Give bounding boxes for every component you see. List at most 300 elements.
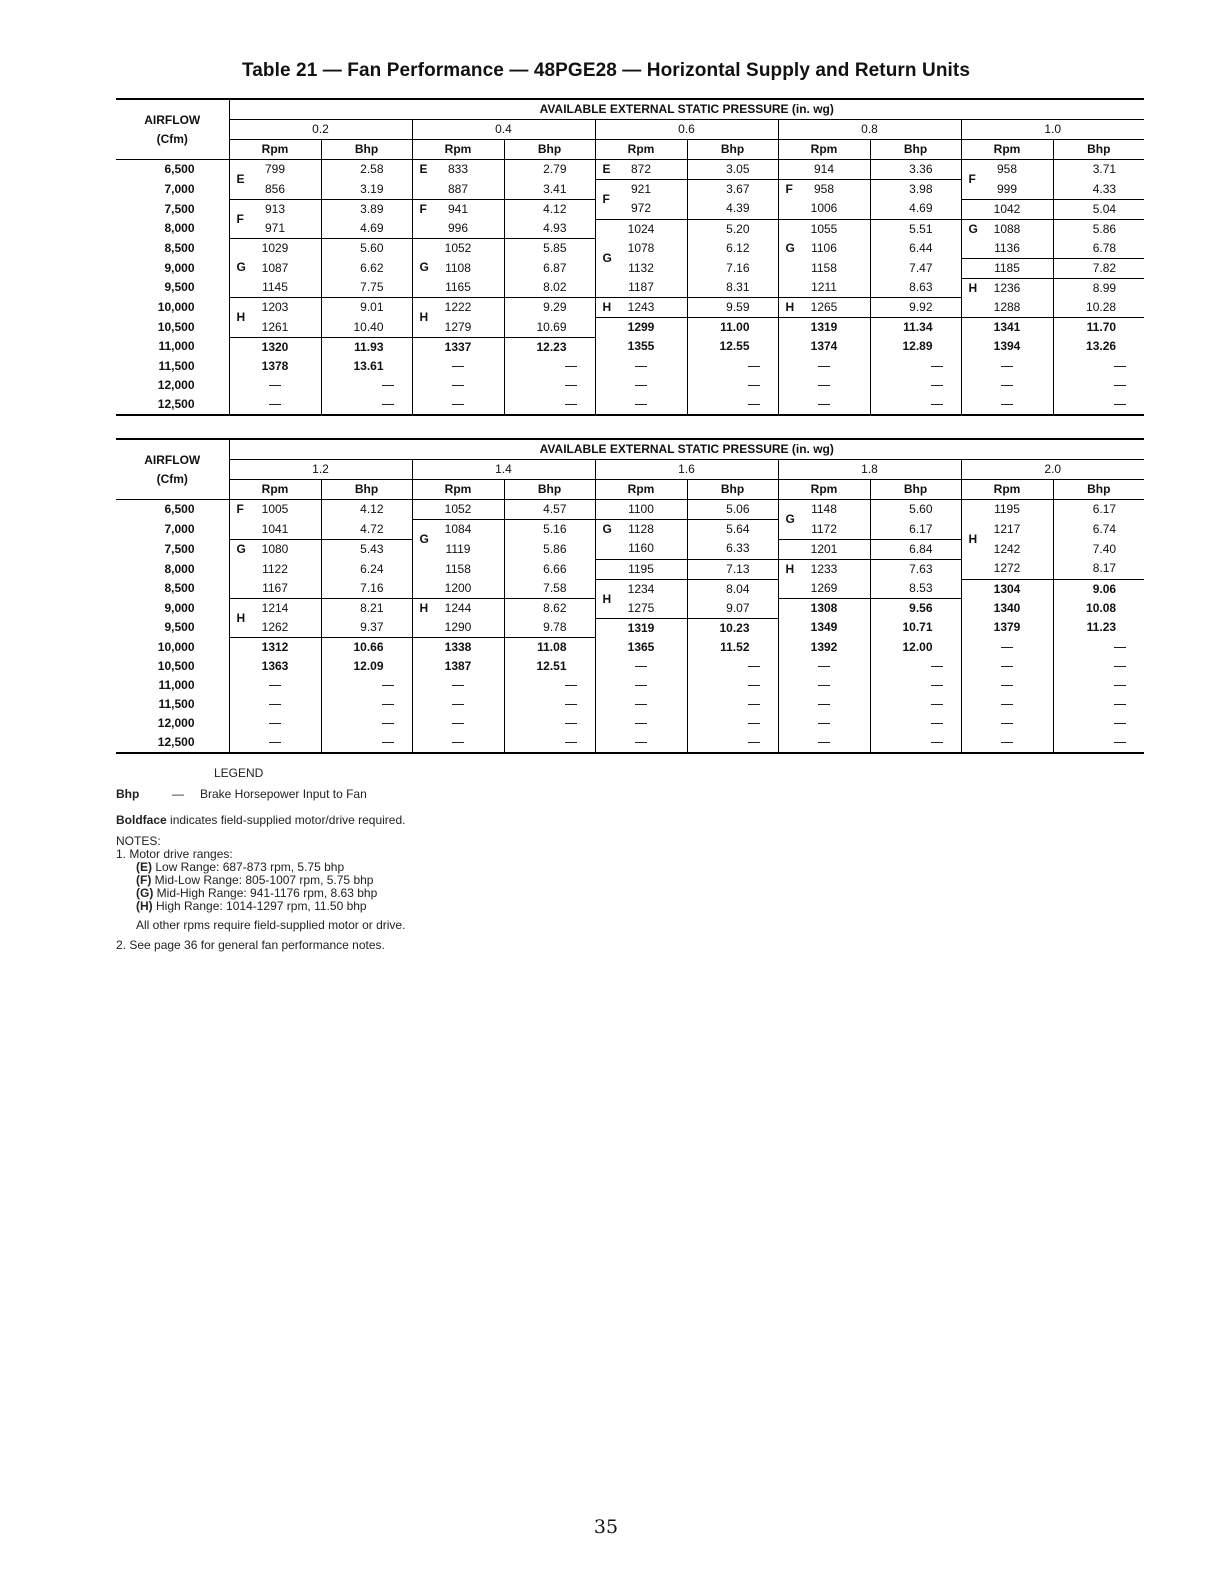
bhp-cell: 11.00: [687, 318, 778, 338]
bhp-cell: [687, 357, 778, 376]
drive-range-letter: H: [602, 300, 612, 314]
rpm-cell: [961, 657, 1053, 676]
bhp-cell: 9.06: [1053, 579, 1144, 599]
bhp-cell: 12.23: [504, 337, 595, 357]
rpm-header: Rpm: [412, 140, 504, 160]
bhp-cell: 3.19: [321, 180, 412, 200]
bhp-cell: 3.71: [1053, 160, 1144, 180]
pressure-header: 1.2: [229, 460, 412, 480]
rpm-cell: 921 F: [595, 180, 687, 200]
rpm-cell: 1165: [412, 278, 504, 298]
drive-range-letter: F: [419, 201, 427, 216]
bhp-cell: [870, 695, 961, 714]
legend-value: Brake Horsepower Input to Fan: [200, 787, 367, 801]
rpm-cell: 1203 H: [229, 298, 321, 318]
range-e: (E) Low Range: 687-873 rpm, 5.75 bhp: [136, 860, 345, 874]
empty-dash: [1001, 723, 1013, 724]
notes-heading: NOTES:: [116, 834, 161, 848]
airflow-cell: 7,000: [164, 521, 195, 536]
drive-range-letter: G: [785, 512, 795, 526]
empty-dash: [818, 404, 830, 405]
rpm-cell: 1167: [229, 579, 321, 599]
rpm-cell: 1337: [412, 337, 504, 357]
bhp-cell: 10.40: [321, 318, 412, 338]
empty-dash: [565, 404, 577, 405]
bhp-cell: [504, 357, 595, 376]
rpm-cell: 833 E: [412, 160, 504, 180]
empty-dash: [269, 385, 281, 386]
rpm-cell: 1349: [778, 618, 870, 638]
rpm-cell: [229, 376, 321, 395]
empty-dash: [382, 385, 394, 386]
empty-dash: [1001, 666, 1013, 667]
drive-range-letter: H: [968, 531, 978, 546]
rpm-header: Rpm: [229, 140, 321, 160]
table-row: [116, 357, 1144, 376]
drive-range-letter: E: [602, 162, 611, 176]
bhp-cell: 6.87: [504, 258, 595, 278]
airflow-cell: 9,000: [164, 260, 195, 275]
empty-dash: [818, 385, 830, 386]
empty-dash: [635, 742, 647, 743]
drive-range-letter: G: [419, 260, 429, 274]
rpm-cell: 1084 G: [412, 520, 504, 540]
empty-dash: [635, 385, 647, 386]
empty-dash: [818, 723, 830, 724]
rpm-cell: 1217 H: [961, 520, 1053, 540]
rpm-cell: [229, 695, 321, 714]
drive-range-letter: F: [236, 211, 244, 226]
drive-range-letter: H: [968, 280, 978, 295]
rpm-cell: 1005 F: [229, 500, 321, 520]
rpm-cell: [961, 676, 1053, 695]
rpm-cell: [412, 676, 504, 695]
rpm-cell: 1172: [778, 520, 870, 540]
pressure-header: 0.6: [595, 120, 778, 140]
bhp-cell: 8.02: [504, 278, 595, 298]
bhp-cell: [687, 733, 778, 753]
empty-dash: [748, 723, 760, 724]
rpm-cell: 1119: [412, 539, 504, 559]
bhp-cell: 9.59: [687, 298, 778, 318]
bhp-cell: 3.36: [870, 160, 961, 180]
rpm-cell: 1304: [961, 579, 1053, 599]
bhp-cell: 8.63: [870, 278, 961, 298]
note-1: 1. Motor drive ranges:: [116, 847, 233, 861]
empty-dash: [1001, 647, 1013, 648]
drive-range-letter: H: [785, 300, 795, 314]
bhp-cell: 12.09: [321, 657, 412, 676]
rpm-cell: 1387: [412, 657, 504, 676]
table-row: [116, 733, 1144, 753]
pressure-header: 0.2: [229, 120, 412, 140]
pressure-header: 2.0: [961, 460, 1144, 480]
empty-dash: [382, 685, 394, 686]
bhp-cell: 4.69: [321, 219, 412, 239]
empty-dash: [452, 685, 464, 686]
empty-dash: [748, 685, 760, 686]
rpm-cell: 1275: [595, 599, 687, 619]
empty-dash: [269, 723, 281, 724]
rpm-cell: [229, 395, 321, 415]
bhp-header: Bhp: [1053, 140, 1144, 160]
boldface-note: Boldface indicates field-supplied motor/drive required.: [116, 813, 406, 827]
bhp-cell: 10.08: [1053, 599, 1144, 619]
airflow-cell: 7,500: [164, 541, 195, 556]
bhp-cell: 5.86: [1053, 219, 1144, 239]
bhp-cell: [687, 657, 778, 676]
page-title: Table 21 — Fan Performance — 48PGE28 — Horizontal Supply and Return Units: [241, 60, 971, 81]
rpm-header: Rpm: [778, 480, 870, 500]
rpm-cell: 1319: [778, 318, 870, 338]
airflow-header: AIRFLOW (Cfm): [116, 99, 229, 160]
rpm-cell: [778, 714, 870, 733]
bhp-cell: 8.99: [1053, 278, 1144, 298]
bhp-cell: 4.33: [1053, 180, 1144, 200]
bhp-cell: 11.70: [1053, 318, 1144, 338]
airflow-cell: 9,000: [164, 600, 195, 615]
bhp-cell: 6.74: [1053, 520, 1144, 540]
bhp-cell: [321, 376, 412, 395]
rpm-cell: [229, 714, 321, 733]
airflow-cell: 10,000: [157, 639, 195, 654]
table-row: [116, 395, 1144, 415]
rpm-header: Rpm: [229, 480, 321, 500]
rpm-cell: [412, 395, 504, 415]
range-g: (G) Mid-High Range: 941-1176 rpm, 8.63 bhp: [136, 886, 378, 900]
rpm-cell: 996: [412, 219, 504, 239]
rpm-header: Rpm: [595, 480, 687, 500]
empty-dash: [565, 685, 577, 686]
bhp-cell: 4.72: [321, 520, 412, 540]
empty-dash: [1114, 742, 1126, 743]
rpm-cell: 1055: [778, 219, 870, 239]
bhp-cell: 6.44: [870, 239, 961, 259]
bhp-cell: 8.62: [504, 599, 595, 619]
bhp-cell: [1053, 376, 1144, 395]
empty-dash: [931, 685, 943, 686]
rpm-cell: [412, 357, 504, 376]
range-f: (F) Mid-Low Range: 805-1007 rpm, 5.75 bhp: [136, 873, 374, 887]
empty-dash: [1114, 666, 1126, 667]
bhp-cell: 10.69: [504, 318, 595, 338]
bhp-cell: 7.16: [321, 579, 412, 599]
bhp-cell: 11.23: [1053, 618, 1144, 638]
bhp-cell: [687, 676, 778, 695]
rpm-cell: 1078 G: [595, 239, 687, 259]
rpm-cell: [595, 733, 687, 753]
table-row: [116, 318, 1144, 338]
bhp-cell: 9.37: [321, 618, 412, 638]
rpm-cell: 1052: [412, 500, 504, 520]
bhp-cell: [1053, 676, 1144, 695]
bhp-cell: 5.86: [504, 539, 595, 559]
rpm-cell: [961, 357, 1053, 376]
rpm-cell: 1136: [961, 239, 1053, 259]
rpm-cell: 958 F: [961, 160, 1053, 180]
rpm-cell: 1262: [229, 618, 321, 638]
airflow-cell: 10,500: [157, 659, 195, 673]
bhp-cell: 4.57: [504, 500, 595, 520]
rpm-cell: 1145: [229, 278, 321, 298]
bhp-cell: [870, 395, 961, 415]
table-row: [116, 239, 1144, 259]
bhp-cell: 2.79: [504, 160, 595, 180]
airflow-cell: 11,500: [158, 358, 195, 373]
legend-key: Bhp: [116, 787, 140, 801]
rpm-cell: [412, 733, 504, 753]
rpm-cell: [229, 733, 321, 753]
bhp-cell: 13.61: [321, 357, 412, 376]
empty-dash: [635, 685, 647, 686]
drive-range-letter: E: [419, 162, 428, 176]
pressure-header: 1.0: [961, 120, 1144, 140]
rpm-cell: 958 F: [778, 180, 870, 200]
drive-range-letter: F: [785, 182, 793, 196]
bhp-cell: 5.16: [504, 520, 595, 540]
airflow-cell: 9,500: [164, 620, 195, 635]
empty-dash: [748, 385, 760, 386]
bhp-cell: [504, 676, 595, 695]
rpm-header: Rpm: [778, 140, 870, 160]
rpm-cell: 999: [961, 180, 1053, 200]
table-row: [116, 337, 1144, 357]
bhp-cell: 2.58: [321, 160, 412, 180]
bhp-cell: 6.17: [1053, 500, 1144, 520]
bhp-cell: 5.20: [687, 219, 778, 239]
rpm-header: Rpm: [961, 140, 1053, 160]
bhp-cell: [321, 714, 412, 733]
table1-body: [116, 160, 1144, 415]
table-row: [116, 160, 1144, 180]
bhp-cell: 6.66: [504, 559, 595, 579]
airflow-cell: 8,000: [164, 221, 195, 236]
drive-range-letter: G: [236, 541, 246, 556]
table-row: [116, 618, 1144, 638]
rpm-cell: 1243 H: [595, 298, 687, 318]
bhp-cell: [687, 376, 778, 395]
bhp-cell: 4.39: [687, 199, 778, 219]
empty-dash: [818, 742, 830, 743]
rpm-cell: 1132: [595, 258, 687, 278]
bhp-cell: 7.82: [1053, 258, 1144, 278]
table-row: [116, 278, 1144, 298]
rpm-cell: 1187: [595, 278, 687, 298]
rpm-cell: 1272: [961, 559, 1053, 579]
static-pressure-header: AVAILABLE EXTERNAL STATIC PRESSURE (in. wg): [229, 99, 1144, 120]
table-row: [116, 520, 1144, 540]
empty-dash: [452, 404, 464, 405]
airflow-cell: 8,000: [164, 561, 195, 576]
table-row: [116, 559, 1144, 579]
drive-range-letter: F: [968, 172, 976, 186]
drive-range-letter: G: [785, 240, 795, 255]
rpm-cell: 872 E: [595, 160, 687, 180]
bhp-cell: 8.53: [870, 579, 961, 599]
table-row: [116, 579, 1144, 599]
empty-dash: [382, 704, 394, 705]
bhp-cell: [870, 357, 961, 376]
drive-range-letter: G: [602, 250, 612, 265]
rpm-cell: 1100: [595, 500, 687, 520]
rpm-cell: [961, 395, 1053, 415]
empty-dash: [748, 404, 760, 405]
bhp-cell: 10.28: [1053, 298, 1144, 318]
bhp-cell: 9.07: [687, 599, 778, 619]
airflow-cell: 11,500: [158, 697, 195, 711]
empty-dash: [931, 704, 943, 705]
airflow-cell: 6,500: [116, 160, 229, 180]
bhp-cell: 3.67: [687, 180, 778, 200]
rpm-cell: [412, 695, 504, 714]
empty-dash: [748, 366, 760, 367]
bhp-cell: 6.12: [687, 239, 778, 259]
pressure-header: 1.4: [412, 460, 595, 480]
drive-range-letter: H: [785, 561, 795, 576]
empty-dash: [269, 685, 281, 686]
static-pressure-header: AVAILABLE EXTERNAL STATIC PRESSURE (in. wg): [229, 439, 1144, 460]
rpm-cell: 1320: [229, 337, 321, 357]
table-row: [116, 657, 1144, 676]
rpm-cell: [778, 657, 870, 676]
empty-dash: [269, 704, 281, 705]
rpm-cell: 799 E: [229, 160, 321, 180]
bhp-cell: [321, 733, 412, 753]
empty-dash: [1001, 366, 1013, 367]
bhp-cell: [1053, 733, 1144, 753]
bhp-cell: [1053, 357, 1144, 376]
bhp-header: Bhp: [687, 480, 778, 500]
bhp-cell: [687, 395, 778, 415]
table2-body: [116, 500, 1144, 754]
rpm-cell: [595, 714, 687, 733]
rpm-cell: 1024: [595, 219, 687, 239]
empty-dash: [565, 742, 577, 743]
drive-range-letter: G: [968, 221, 978, 236]
airflow-cell: 10,000: [157, 300, 195, 314]
drive-range-letter: G: [236, 260, 246, 274]
empty-dash: [931, 666, 943, 667]
note-2: 2. See page 36 for general fan performance notes.: [116, 938, 385, 952]
bhp-cell: [321, 695, 412, 714]
bhp-header: Bhp: [870, 140, 961, 160]
rpm-cell: 1160: [595, 539, 687, 559]
bhp-cell: [1053, 714, 1144, 733]
rpm-cell: 1261: [229, 318, 321, 338]
rpm-cell: 1233 H: [778, 559, 870, 579]
bhp-cell: 10.71: [870, 618, 961, 638]
rpm-cell: 1029: [229, 239, 321, 259]
rpm-cell: 1108 G: [412, 258, 504, 278]
bhp-cell: 7.13: [687, 559, 778, 579]
bhp-cell: 7.47: [870, 258, 961, 278]
bhp-cell: 5.51: [870, 219, 961, 239]
table-row: [116, 599, 1144, 619]
drive-range-letter: G: [602, 522, 612, 536]
bhp-cell: 12.51: [504, 657, 595, 676]
bhp-cell: [1053, 395, 1144, 415]
bhp-cell: 3.98: [870, 180, 961, 200]
empty-dash: [1114, 704, 1126, 705]
empty-dash: [1114, 385, 1126, 386]
empty-dash: [269, 404, 281, 405]
empty-dash: [452, 742, 464, 743]
drive-range-letter: F: [236, 502, 244, 516]
airflow-cell: 12,500: [116, 395, 229, 415]
bhp-cell: 5.04: [1053, 199, 1144, 219]
bhp-header: Bhp: [870, 480, 961, 500]
rpm-cell: 1374: [778, 337, 870, 357]
empty-dash: [269, 742, 281, 743]
rpm-cell: [778, 376, 870, 395]
empty-dash: [382, 742, 394, 743]
bhp-cell: 5.85: [504, 239, 595, 259]
rpm-cell: [595, 676, 687, 695]
bhp-cell: 6.17: [870, 520, 961, 540]
rpm-cell: [778, 357, 870, 376]
airflow-cell: 7,500: [164, 201, 195, 216]
bhp-cell: [870, 714, 961, 733]
bhp-cell: 10.23: [687, 618, 778, 638]
rpm-cell: 1195: [961, 500, 1053, 520]
rpm-cell: 1394: [961, 337, 1053, 357]
airflow-cell: 12,000: [157, 377, 195, 392]
empty-dash: [382, 404, 394, 405]
bhp-cell: 7.63: [870, 559, 961, 579]
empty-dash: [1001, 385, 1013, 386]
bhp-cell: 7.40: [1053, 539, 1144, 559]
bhp-cell: 6.24: [321, 559, 412, 579]
bhp-cell: [1053, 657, 1144, 676]
bhp-cell: [504, 733, 595, 753]
empty-dash: [818, 704, 830, 705]
rpm-cell: 1006: [778, 199, 870, 219]
bhp-cell: 8.17: [1053, 559, 1144, 579]
rpm-cell: [412, 376, 504, 395]
bhp-cell: 7.58: [504, 579, 595, 599]
empty-dash: [748, 704, 760, 705]
rpm-cell: 1363: [229, 657, 321, 676]
airflow-cell: 11,000: [158, 678, 195, 692]
table-row: [116, 676, 1144, 695]
rpm-cell: [778, 733, 870, 753]
bhp-cell: 5.60: [321, 239, 412, 259]
empty-dash: [452, 385, 464, 386]
rpm-cell: [595, 376, 687, 395]
empty-dash: [565, 366, 577, 367]
rpm-cell: 914: [778, 160, 870, 180]
rpm-cell: 1122: [229, 559, 321, 579]
rpm-cell: 913 F: [229, 199, 321, 219]
empty-dash: [565, 723, 577, 724]
bhp-cell: [504, 376, 595, 395]
airflow-cell: 10,500: [157, 319, 195, 334]
rpm-cell: 856: [229, 180, 321, 200]
bhp-cell: 4.12: [504, 199, 595, 219]
rpm-cell: 1201: [778, 539, 870, 559]
rpm-cell: [961, 695, 1053, 714]
rpm-cell: 1355: [595, 337, 687, 357]
table-row: [116, 219, 1144, 239]
rpm-cell: [595, 357, 687, 376]
empty-dash: [1001, 685, 1013, 686]
empty-dash: [931, 742, 943, 743]
bhp-cell: 9.92: [870, 298, 961, 318]
rpm-cell: 1290: [412, 618, 504, 638]
bhp-cell: 7.75: [321, 278, 412, 298]
bhp-cell: 5.43: [321, 539, 412, 559]
empty-dash: [635, 723, 647, 724]
